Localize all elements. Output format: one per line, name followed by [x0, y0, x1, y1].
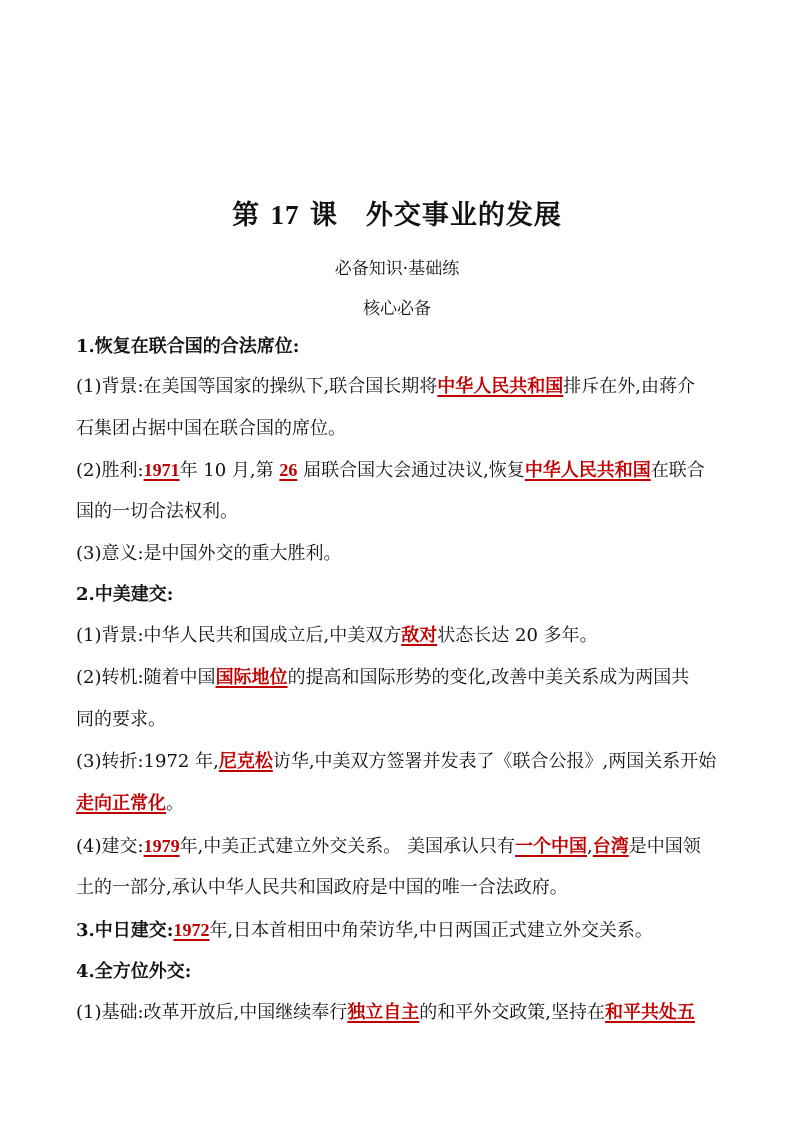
text: 排斥在外,由蒋介 — [563, 376, 696, 397]
text: 状态长达 20 多年。 — [437, 625, 598, 646]
text: 访华,中美双方签署并发表了《联合公报》,两国关系开始 — [272, 751, 717, 772]
answer-blank: 1979 — [143, 836, 180, 856]
answer-blank: 台湾 — [592, 836, 629, 857]
answer-blank: 敌对 — [401, 625, 438, 646]
title-prefix: 第 — [232, 200, 261, 231]
answer-blank: 独立自主 — [347, 1002, 420, 1023]
s2-line-3: 同的要求。 — [76, 709, 166, 730]
text: 在联合 — [650, 460, 705, 481]
text: (2)转机:随着中国 — [76, 667, 216, 688]
subtitle-basic-practice: 必备知识·基础练 — [334, 259, 460, 279]
answer-blank: 1972 — [173, 920, 210, 940]
s1-line-4: 国的一切合法权利。 — [76, 501, 238, 522]
section-4-heading: 4.全方位外交: — [76, 961, 192, 982]
answer-blank: 和平共处五 — [605, 1002, 696, 1023]
answer-blank: 1971 — [143, 460, 180, 480]
text: 。 — [166, 793, 184, 814]
answer-blank: 一个中国 — [515, 836, 588, 857]
section-3-heading: 3.中日建交: — [76, 920, 174, 941]
s2-line-6 — [76, 834, 726, 859]
subtitle-core: 核心必备 — [363, 299, 431, 319]
title-suffix: 课 外交事业的发展 — [309, 200, 562, 231]
answer-blank: 国际地位 — [215, 667, 288, 688]
s2-line-7: 土的一部分,承认中华人民共和国政府是中国的唯一合法政府。 — [76, 877, 568, 898]
text: 年,中美正式建立外交关系。 美国承认只有 — [179, 836, 516, 857]
text: 的和平外交政策,坚持在 — [419, 1002, 606, 1023]
answer-blank: 中华人民共和国 — [437, 376, 564, 397]
lesson-number: 17 — [270, 200, 300, 230]
text: (1)背景:在美国等国家的操纵下,联合国长期将 — [76, 376, 438, 397]
section-1-heading: 1.恢复在联合国的合法席位: — [76, 336, 300, 357]
answer-blank: 走向正常化 — [76, 793, 166, 814]
s1-line-1 — [76, 375, 726, 399]
text: (3)转折:1972 年, — [76, 751, 219, 772]
s2-line-5 — [76, 792, 726, 816]
s1-line-5: (3)意义:是中国外交的重大胜利。 — [76, 543, 342, 564]
text: 年,日本首相田中角荣访华,中日两国正式建立外交关系。 — [209, 920, 653, 941]
section-2-heading: 2.中美建交: — [76, 584, 174, 605]
s3-line-1 — [76, 918, 726, 943]
text: 的提高和国际形势的变化,改善中美关系成为两国共 — [287, 667, 690, 688]
text: 年 10 月,第 — [179, 460, 280, 481]
page-title — [0, 193, 794, 232]
text: 届联合国大会通过决议,恢复 — [297, 460, 525, 481]
text: , — [587, 836, 593, 857]
s2-line-2 — [76, 666, 726, 690]
answer-blank: 26 — [279, 460, 298, 480]
text: 是中国领 — [628, 836, 701, 857]
s2-line-1 — [76, 624, 726, 648]
s2-line-4 — [76, 750, 726, 774]
s1-line-2: 石集团占据中国在联合国的席位。 — [76, 418, 346, 439]
text: (2)胜利: — [76, 460, 144, 481]
answer-blank: 中华人民共和国 — [524, 460, 651, 481]
answer-blank: 尼克松 — [218, 751, 273, 772]
s1-line-3 — [76, 458, 726, 483]
text: (1)背景:中华人民共和国成立后,中美双方 — [76, 625, 402, 646]
text: (1)基础:改革开放后,中国继续奉行 — [76, 1002, 348, 1023]
text: (4)建交: — [76, 836, 144, 857]
s4-line-1 — [76, 1001, 726, 1025]
